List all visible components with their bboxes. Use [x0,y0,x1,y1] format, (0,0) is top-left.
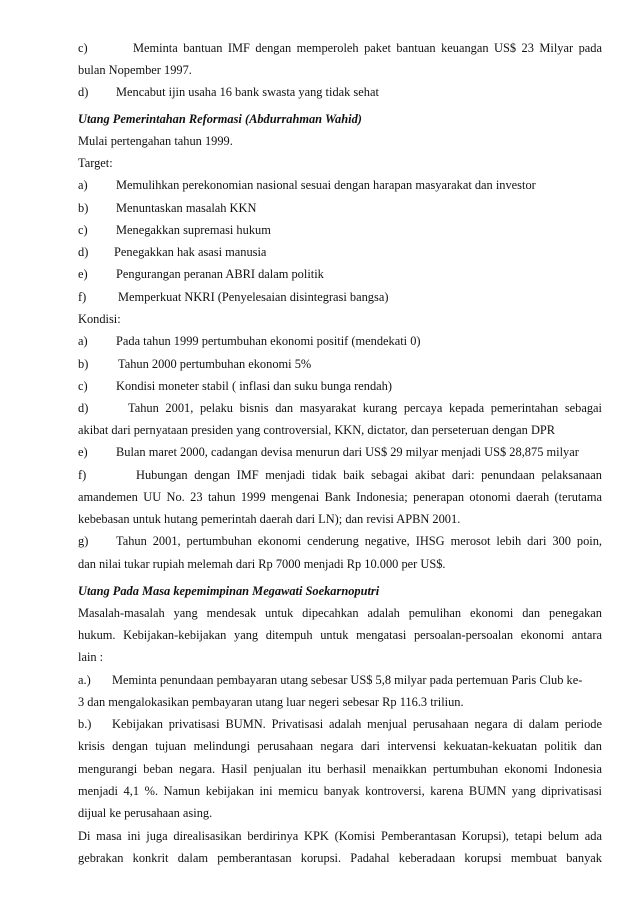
paragraph-line: akibat dari pernyataan presiden yang controversial, KKN, dictator, dan perseteruan dengan DPR [78,423,556,437]
paragraph-line: amandemen UU No. 23 tahun 1999 mengenai Bank Indonesia; penerapan otonomi daerah (terutama [78,490,602,504]
list-item: g) Tahun 2001, pertumbuhan ekonomi cenderung negative, IHSG merosot lebih dari 300 poin, [78,534,602,548]
list-item: e) Bulan maret 2000, cadangan devisa menurun dari US$ 29 milyar menjadi US$ 28,875 milyar [78,445,579,459]
paragraph-line: gebrakan konkrit dalam pemberantasan korupsi. Padahal keberadaan korupsi membuat banyak [78,851,602,865]
paragraph-line: krisis dengan tujuan melindungi perusahaan negara dari intervensi kekuatan-kekuatan politik dan [78,739,602,753]
paragraph-line: Masalah-masalah yang mendesak untuk dipecahkan adalah pemulihan ekonomi dan penegakan [78,606,602,620]
list-item: a) Memulihkan perekonomian nasional sesuai dengan harapan masyarakat dan investor [78,178,536,192]
list-item: a.) Meminta penundaan pembayaran utang sebesar US$ 5,8 milyar pada pertemuan Paris Club ke- [78,673,583,687]
list-item: c) Meminta bantuan IMF dengan memperoleh paket bantuan keuangan US$ 23 Milyar pada [78,41,602,55]
paragraph-line: dan nilai tukar rupiah melemah dari Rp 7000 menjadi Rp 10.000 per US$. [78,557,446,571]
list-item: b) Tahun 2000 pertumbuhan ekonomi 5% [78,357,312,371]
paragraph-line: kebebasan untuk hutang pemerintah daerah dari LN); dan revisi APBN 2001. [78,512,461,526]
paragraph-line: 3 dan mengalokasikan pembayaran utang luar negeri sebesar Rp 116.3 triliun. [78,695,464,709]
section-heading: Utang Pemerintahan Reformasi (Abdurrahman Wahid) [78,112,362,126]
paragraph-line: dijual ke perusahaan asing. [78,806,213,820]
paragraph-line: mengurangi beban negara. Hasil penjualan itu berhasil menaikkan pertumbuhan ekonomi Indonesia [78,762,602,776]
paragraph-line: Target: [78,156,113,170]
section-heading: Utang Pada Masa kepemimpinan Megawati Soekarnoputri [78,584,380,598]
paragraph-line: hukum. Kebijakan-kebijakan yang ditempuh untuk mengatasi persoalan-persoalan ekonomi antara [78,628,602,642]
list-item: f) Memperkuat NKRI (Penyelesaian disintegrasi bangsa) [78,290,389,304]
paragraph-line: bulan Nopember 1997. [78,63,192,77]
paragraph-line: lain : [78,650,104,664]
list-item: b) Menuntaskan masalah KKN [78,201,257,215]
list-item: e) Pengurangan peranan ABRI dalam politik [78,267,324,281]
list-item: c) Kondisi moneter stabil ( inflasi dan suku bunga rendah) [78,379,392,393]
list-item: a) Pada tahun 1999 pertumbuhan ekonomi positif (mendekati 0) [78,334,421,348]
paragraph-line: Mulai pertengahan tahun 1999. [78,134,233,148]
list-item: d) Penegakkan hak asasi manusia [78,245,267,259]
list-item: f) Hubungan dengan IMF menjadi tidak baik sebagai akibat dari: penundaan pelaksanaan [78,468,602,482]
list-item: d) Mencabut ijin usaha 16 bank swasta yang tidak sehat [78,85,379,99]
list-item: d) Tahun 2001, pelaku bisnis dan masyarakat kurang percaya kepada pemerintahan sebagai [78,401,602,415]
list-item: c) Menegakkan supremasi hukum [78,223,271,237]
paragraph-line: Kondisi: [78,312,121,326]
paragraph-line: Di masa ini juga direalisasikan berdirinya KPK (Komisi Pemberantasan Korupsi), tetapi belum ada [78,829,602,843]
list-item: b.) Kebijakan privatisasi BUMN. Privatisasi adalah menjual perusahaan negara di dalam periode [78,717,602,731]
paragraph-line: menjadi 4,1 %. Namun kebijakan ini memicu banyak kontroversi, karena BUMN yang diprivatisasi [78,784,602,798]
